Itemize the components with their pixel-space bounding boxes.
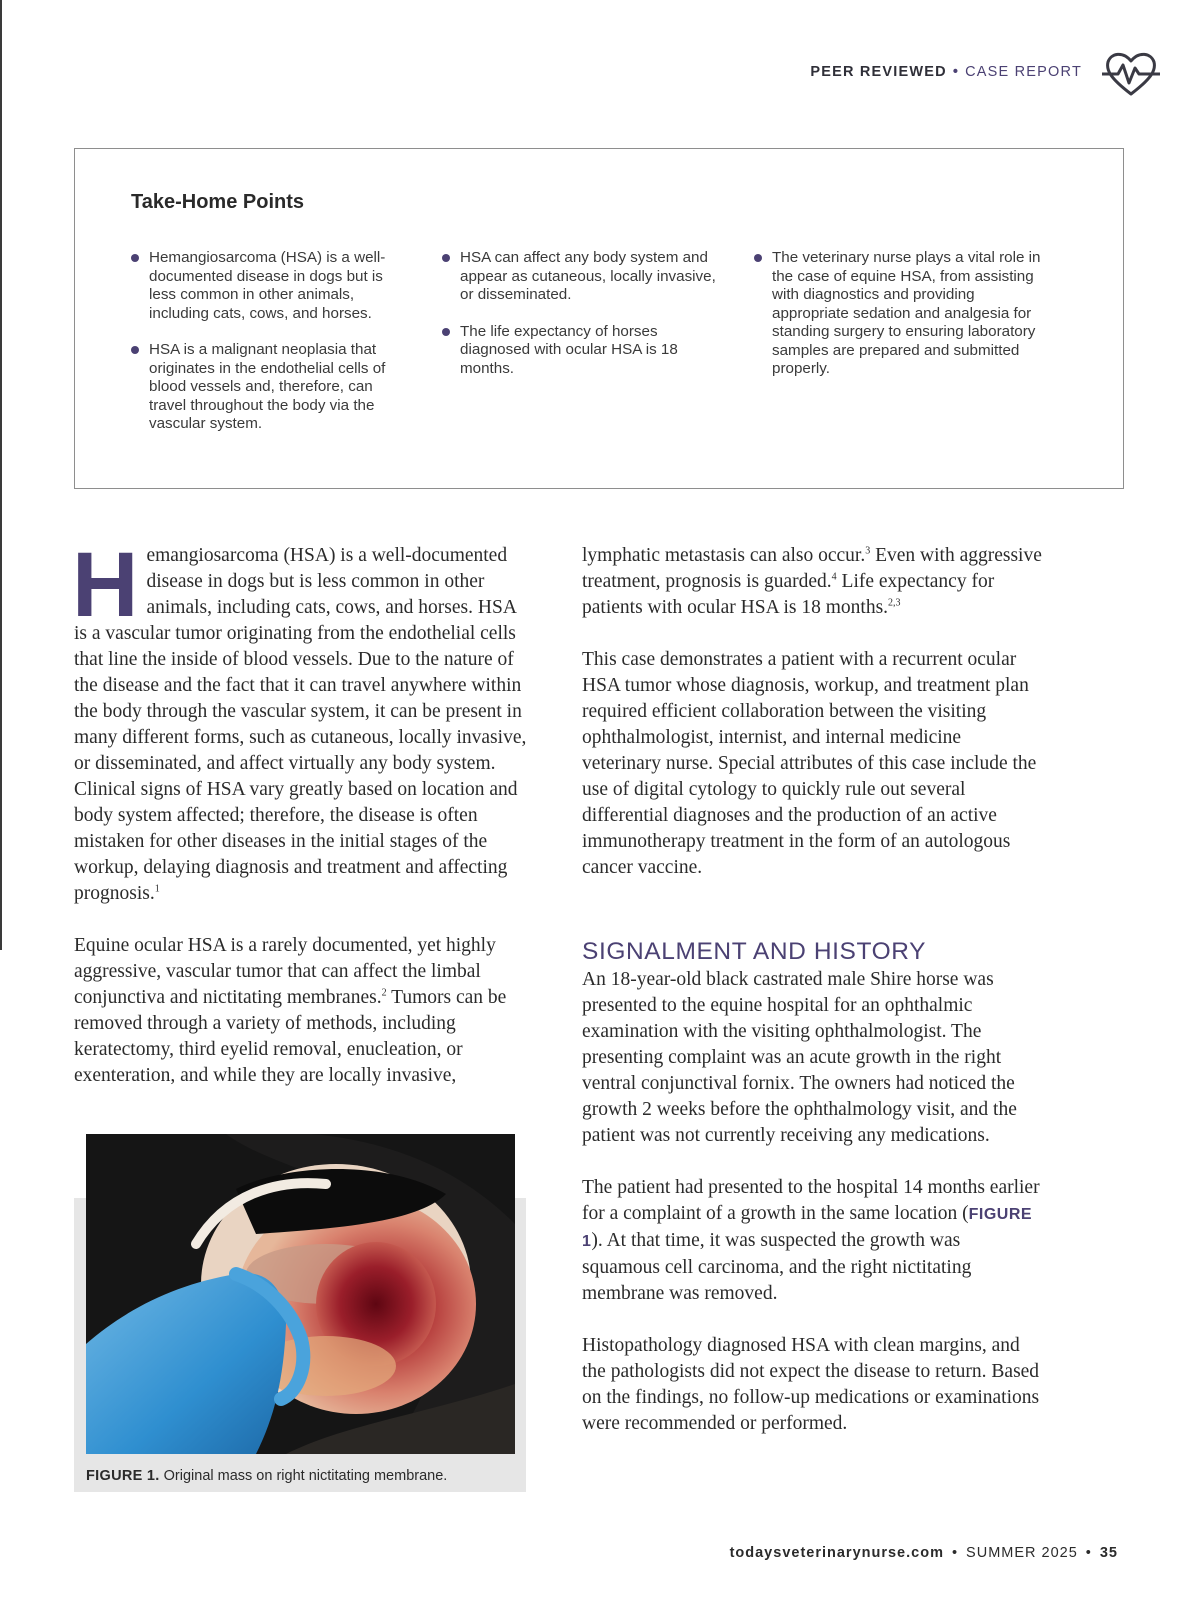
heart-pulse-icon [1102, 48, 1160, 100]
footer-separator: • [1085, 1545, 1092, 1561]
figure-1-caption [86, 1468, 447, 1484]
reference-superscript: 3 [865, 545, 871, 557]
figure-caption-text: Original mass on right nictitating membrane. [159, 1468, 448, 1484]
page-edge-rule [0, 0, 2, 950]
figure-1-photo [86, 1134, 515, 1454]
issue-label: SUMMER 2025 [966, 1545, 1078, 1561]
header-separator: • [952, 64, 960, 80]
figure-label: FIGURE 1. [86, 1468, 160, 1484]
take-home-column-2 [442, 249, 722, 396]
drop-cap: H [72, 534, 139, 636]
histopathology-paragraph: Histopathology diagnosed HSA with clean margins, and the pathologists did not expect the disease to return. Based on the findings, no follow-up medications or examinations were recommended or performed. [582, 1335, 1040, 1434]
paragraph-text: ). At that time, it was suspected the growth was squamous cell carcinoma, and the right nictitating membrane was removed. [582, 1230, 972, 1304]
reference-superscript: 2 [381, 987, 387, 999]
take-home-point: The veterinary nurse plays a vital role in the case of equine HSA, from assisting with diagnostics and providing appropriate sedation and analgesia for standing surgery to ensuring laboratory samples are prepared and submitted properly. [754, 249, 1044, 379]
footer-separator: • [951, 1545, 959, 1561]
page-number: 35 [1099, 1545, 1118, 1561]
intro-text: emangiosarcoma (HSA) is a well-documented disease in dogs but is less common in other animals, including cats, cows, and horses. HSA is a vascular tumor originating from the endothelial cells that line the inside of blood vessels. Due to the nature of the disease and the fact that it can travel anywhere within the body through the vascular system, it can be present in many different forms, such as cutaneous, locally invasive, or disseminated, and affect virtually any body system. Clinical signs of HSA vary greatly based on location and body system affected; therefore, the disease is often mistaken for other diseases in the initial stages of the workup, delaying diagnosis and treatment and affecting prognosis. [74, 545, 527, 904]
paragraph-text: lymphatic metastasis can also occur. [582, 545, 866, 566]
signalment-paragraph: An 18-year-old black castrated male Shire horse was presented to the equine hospital for an ophthalmic examination with the visiting ophthalmologist. The presenting complaint was an acute growth in the right ventral conjunctival fornix. The owners had noticed the growth 2 weeks before the ophthalmology visit, and the patient was not currently receiving any medications. [582, 969, 1017, 1146]
peer-reviewed-label: PEER REVIEWED [810, 64, 947, 80]
paragraph-text: Life expectancy for patients with ocular HSA is 18 months. [582, 571, 995, 618]
paragraph-text: Equine ocular HSA is a rarely documented, yet highly aggressive, vascular tumor that can affect the limbal conjunctiva and nictitating membranes. [74, 935, 496, 1008]
eye-mass-image [86, 1134, 515, 1454]
ocular-hsa-paragraph [74, 933, 530, 1089]
take-home-column-3 [754, 249, 1044, 397]
paragraph-text: Even with aggressive treatment, prognosis is guarded. [582, 545, 1042, 592]
take-home-point: HSA can affect any body system and appear as cutaneous, locally invasive, or disseminated. [442, 249, 722, 305]
case-overview-paragraph: This case demonstrates a patient with a recurrent ocular HSA tumor whose diagnosis, workup, and treatment plan required efficient collaboration between the visiting ophthalmologist, internist, and internal medicine veterinary nurse. Special attributes of this case include the use of digital cytology to quickly rule out several differential diagnoses and the production of an active immunotherapy treatment in the form of an autologous cancer vaccine. [582, 649, 1037, 878]
page-footer [730, 1545, 1118, 1561]
take-home-column-1 [131, 249, 411, 452]
reference-superscript: 2,3 [888, 597, 901, 609]
take-home-points-box [74, 148, 1124, 489]
prognosis-paragraph [582, 543, 1042, 621]
take-home-point: The life expectancy of horses diagnosed with ocular HSA is 18 months. [442, 323, 722, 379]
paragraph-text: Tumors can be removed through a variety of methods, including keratectomy, third eyelid removal, enucleation, or exenteration, and while they are locally invasive, [74, 987, 507, 1086]
article-left-column [72, 534, 530, 1115]
figure-1-link[interactable]: FIGURE 1 [582, 1206, 1033, 1250]
history-paragraph [582, 1175, 1042, 1307]
reference-superscript: 4 [831, 571, 837, 583]
take-home-title: Take-Home Points [131, 191, 304, 213]
section-heading: SIGNALMENT AND HISTORY [582, 938, 927, 965]
intro-paragraph [72, 534, 530, 907]
article-right-column [582, 543, 1042, 1463]
section-header [810, 64, 1082, 80]
case-report-label: CASE REPORT [965, 64, 1082, 80]
take-home-point: HSA is a malignant neoplasia that originates in the endothelial cells of blood vessels and, therefore, can travel throughout the body via the vascular system. [131, 341, 411, 434]
paragraph-text: The patient had presented to the hospital 14 months earlier for a complaint of a growth in the same location ( [582, 1177, 1040, 1224]
take-home-point: Hemangiosarcoma (HSA) is a well-documented disease in dogs but is less common in other animals, including cats, cows, and horses. [131, 249, 411, 323]
reference-superscript: 1 [154, 883, 160, 895]
website-link[interactable]: todaysveterinarynurse.com [729, 1545, 944, 1561]
